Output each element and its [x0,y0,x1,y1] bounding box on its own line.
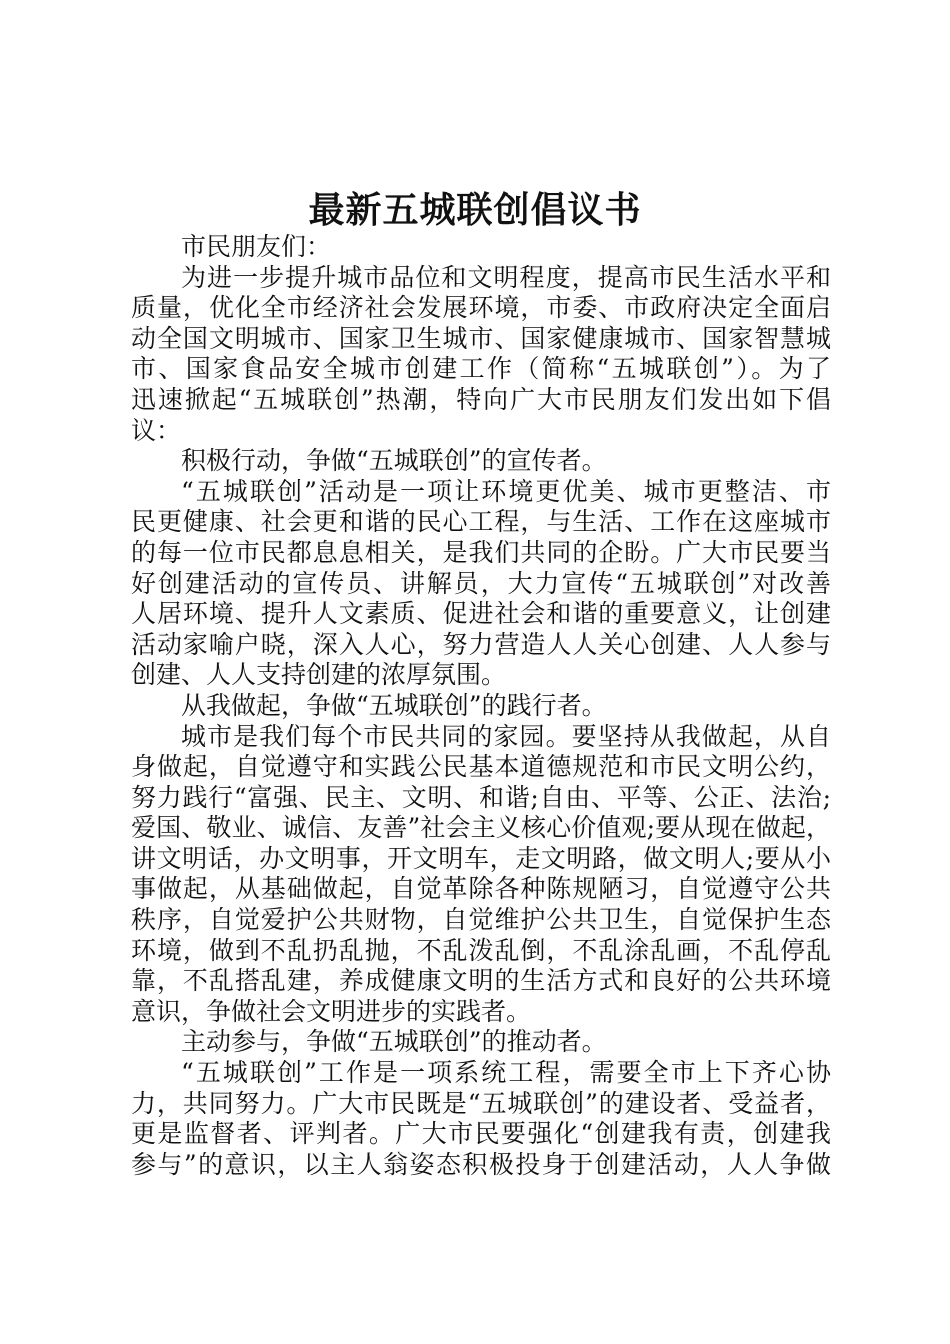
text-line: 迅速掀起“五城联创”热潮，特向广大市民朋友们发出如下倡 [131,384,831,414]
text-line: 活动家喻户晓，深入人心，努力营造人人关心创建、人人参与 [131,629,831,659]
text-line: 动全国文明城市、国家卫生城市、国家健康城市、国家智慧城 [131,323,831,353]
text-line: 民更健康、社会更和谐的民心工程，与生活、工作在这座城市 [131,507,831,537]
text-line: 参与”的意识，以主人翁姿态积极投身于创建活动，人人争做 [131,1149,831,1179]
text-line: 市、国家食品安全城市创建工作（简称“五城联创”）。为了 [131,354,831,384]
text-line: 讲文明话，办文明事，开文明车，走文明路，做文明人;要从小 [131,843,831,873]
document-body [131,232,831,1180]
text-line: 市民朋友们： [181,232,332,261]
text-line: 主动参与，争做“五城联创”的推动者。 [181,1027,607,1057]
text-line: 为进一步提升城市品位和文明程度，提高市民生活水平和 [181,262,831,292]
text-line: 创建、人人支持创建的浓厚氛围。 [131,660,507,690]
text-line: “五城联创”工作是一项系统工程，需要全市上下齐心协 [181,1058,831,1088]
text-line: 人居环境、提升人文素质、促进社会和谐的重要意义，让创建 [131,599,831,629]
text-line: 的每一位市民都息息相关，是我们共同的企盼。广大市民要当 [131,537,831,567]
text-line: 意识，争做社会文明进步的实践者。 [131,996,532,1026]
text-line: 事做起，从基础做起，自觉革除各种陈规陋习，自觉遵守公共 [131,874,831,904]
text-line: 努力践行“富强、民主、文明、和谐;自由、平等、公正、法治; [131,782,831,812]
text-line: 议： [131,415,182,445]
text-line: 质量，优化全市经济社会发展环境，市委、市政府决定全面启 [131,293,831,323]
text-line: 城市是我们每个市民共同的家园。要坚持从我做起，从自 [181,721,831,751]
text-line: 环境，做到不乱扔乱抛，不乱泼乱倒，不乱涂乱画，不乱停乱 [131,935,831,965]
text-line: “五城联创”活动是一项让环境更优美、城市更整洁、市 [181,476,831,506]
text-line: 身做起，自觉遵守和实践公民基本道德规范和市民文明公约， [131,752,831,782]
text-line: 积极行动，争做“五城联创”的宣传者。 [181,446,607,476]
text-line: 从我做起，争做“五城联创”的践行者。 [181,690,607,720]
text-line: 爱国、敬业、诚信、友善”社会主义核心价值观;要从现在做起， [131,813,831,843]
text-line: 更是监督者、评判者。广大市民要强化“创建我有责，创建我 [131,1119,831,1149]
text-line: 靠，不乱搭乱建，养成健康文明的生活方式和良好的公共环境 [131,966,831,996]
text-line: 好创建活动的宣传员、讲解员，大力宣传“五城联创”对改善 [131,568,831,598]
text-line: 力，共同努力。广大市民既是“五城联创”的建设者、受益者， [131,1088,831,1118]
text-line: 秩序，自觉爱护公共财物，自觉维护公共卫生，自觉保护生态 [131,905,831,935]
document-title: 最新五城联创倡议书 [308,189,642,231]
